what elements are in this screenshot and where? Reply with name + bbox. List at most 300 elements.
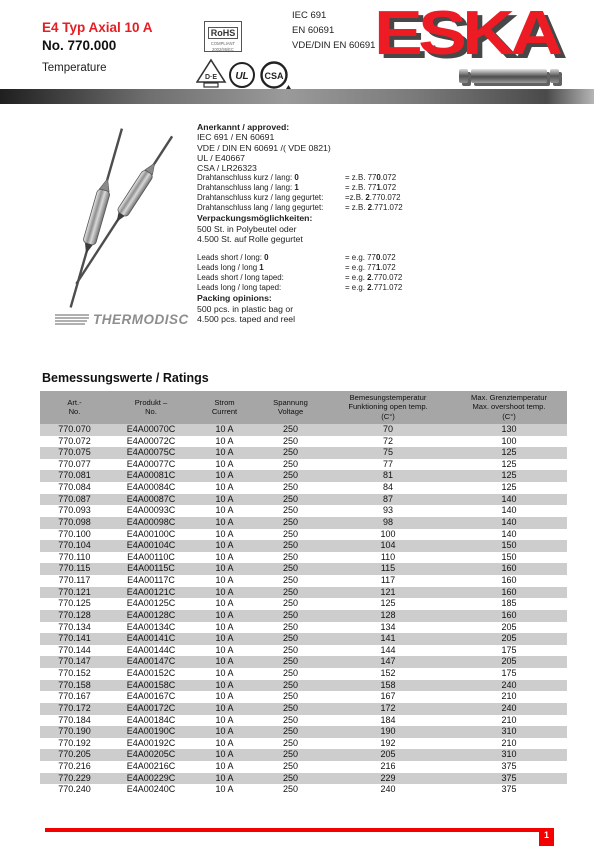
lead-option-row	[197, 193, 567, 203]
cell-product-no: E4A00192C	[126, 737, 176, 748]
table-row	[40, 738, 567, 750]
cell-product-no: E4A00084C	[126, 482, 176, 493]
cell-current: 10 A	[215, 621, 234, 632]
footer-rule	[45, 828, 553, 832]
cell-overshoot-temp: 210	[501, 737, 517, 748]
ratings-table-body	[40, 424, 567, 796]
lead-option-label: Drahtanschluss kurz / lang gegurtet:	[197, 193, 324, 203]
cell-voltage: 250	[282, 737, 299, 748]
cell-voltage: 250	[282, 505, 299, 516]
cell-overshoot-temp: 210	[501, 714, 517, 725]
cell-open-temp: 240	[380, 784, 396, 795]
cell-current: 10 A	[215, 575, 234, 586]
cell-art-no: 770.172	[58, 702, 91, 713]
lead-option-label: Drahtanschluss lang / lang gegurtet:	[197, 203, 324, 213]
cell-overshoot-temp: 185	[501, 598, 517, 609]
lead-option-row	[197, 173, 567, 183]
cell-product-no: E4A00077C	[126, 458, 176, 469]
cell-current: 10 A	[215, 609, 234, 620]
cell-overshoot-temp: 160	[501, 575, 517, 586]
thermodisc-logo	[55, 312, 189, 327]
cell-current: 10 A	[215, 540, 234, 551]
column-header-line2: Current	[211, 406, 238, 416]
lead-option-value: = z.B. 2.771.072	[345, 203, 403, 213]
cell-overshoot-temp: 205	[501, 621, 517, 632]
product-subtitle: Temperature	[42, 62, 107, 74]
cell-overshoot-temp: 150	[501, 551, 517, 562]
cell-voltage: 250	[282, 761, 299, 772]
cell-voltage: 250	[282, 784, 299, 795]
table-row	[40, 656, 567, 668]
ratings-table	[40, 391, 567, 796]
svg-text:D·E: D·E	[204, 74, 218, 81]
cell-voltage: 250	[282, 609, 299, 620]
table-row	[40, 447, 567, 459]
cell-overshoot-temp: 140	[501, 528, 517, 539]
cell-art-no: 770.144	[58, 644, 91, 655]
table-row	[40, 470, 567, 482]
cell-open-temp: 100	[380, 528, 396, 539]
cell-open-temp: 192	[380, 737, 396, 748]
cell-open-temp: 93	[382, 505, 393, 516]
table-row	[40, 680, 567, 692]
cell-open-temp: 117	[380, 575, 396, 586]
cell-overshoot-temp: 160	[501, 609, 517, 620]
lead-option-label: Leads short / long: 0	[197, 253, 269, 263]
cell-product-no: E4A00093C	[126, 505, 176, 516]
cell-current: 10 A	[215, 447, 234, 458]
cell-open-temp: 115	[380, 563, 396, 574]
packaging-line: 500 St. in Polybeutel oder	[197, 223, 297, 234]
cell-current: 10 A	[215, 551, 234, 562]
cell-voltage: 250	[282, 749, 299, 760]
cell-open-temp: 216	[380, 761, 396, 772]
table-row	[40, 784, 567, 796]
rohs-badge	[204, 21, 242, 52]
cell-product-no: E4A00240C	[126, 784, 176, 795]
cell-product-no: E4A00205C	[126, 749, 176, 760]
product-number: No. 770.000	[42, 38, 117, 53]
cell-voltage: 250	[282, 772, 299, 783]
cell-overshoot-temp: 100	[501, 435, 517, 446]
table-row	[40, 563, 567, 575]
packing-line: 500 pcs. in plastic bag or	[197, 303, 294, 314]
lead-option-value: = e.g. 770.072	[345, 253, 396, 263]
table-row	[40, 552, 567, 564]
cell-overshoot-temp: 125	[501, 447, 517, 458]
cell-open-temp: 125	[380, 598, 396, 609]
cell-voltage: 250	[282, 493, 299, 504]
cell-art-no: 770.087	[58, 493, 91, 504]
cell-open-temp: 81	[382, 470, 393, 481]
cell-overshoot-temp: 310	[501, 726, 517, 737]
cell-product-no: E4A00167C	[126, 691, 176, 702]
table-row	[40, 715, 567, 727]
approved-standards	[197, 132, 567, 173]
csa-mark-icon	[262, 63, 292, 90]
cell-art-no: 770.081	[58, 470, 91, 481]
cell-current: 10 A	[215, 714, 234, 725]
table-row	[40, 459, 567, 471]
cell-voltage: 250	[282, 679, 299, 690]
cell-current: 10 A	[215, 586, 234, 597]
column-header-line1: Spannung	[273, 397, 308, 407]
cell-current: 10 A	[215, 563, 234, 574]
cell-current: 10 A	[215, 749, 234, 760]
cell-product-no: E4A00081C	[126, 470, 176, 481]
cell-product-no: E4A00104C	[126, 540, 176, 551]
standards-list	[292, 8, 375, 53]
lead-option-row	[197, 273, 567, 283]
table-row	[40, 726, 567, 738]
cell-art-no: 770.117	[58, 575, 91, 586]
cell-voltage: 250	[282, 691, 299, 702]
cell-art-no: 770.075	[58, 447, 91, 458]
cell-art-no: 770.100	[58, 528, 91, 539]
column-header-line3: (C°)	[381, 411, 395, 421]
packing-lines-en	[197, 304, 567, 325]
cell-product-no: E4A00117C	[127, 575, 175, 586]
table-row	[40, 575, 567, 587]
cell-art-no: 770.190	[58, 726, 91, 737]
cell-overshoot-temp: 175	[501, 644, 517, 655]
cell-current: 10 A	[215, 470, 234, 481]
svg-text:CSA: CSA	[264, 71, 284, 81]
standard-item: EN 60691	[292, 25, 335, 36]
cell-current: 10 A	[215, 598, 234, 609]
table-row	[40, 645, 567, 657]
cell-art-no: 770.072	[58, 435, 91, 446]
cell-voltage: 250	[282, 714, 299, 725]
lead-option-label: Leads long / long taped:	[197, 283, 282, 293]
cell-art-no: 770.104	[58, 540, 91, 551]
lead-option-row	[197, 203, 567, 213]
cell-voltage: 250	[282, 644, 299, 655]
column-header-line2: Funktioning open temp.	[348, 402, 428, 412]
cell-product-no: E4A00100C	[126, 528, 176, 539]
standard-item: VDE/DIN EN 60691	[292, 40, 376, 51]
cell-current: 10 A	[215, 772, 234, 783]
cell-open-temp: 121	[380, 586, 396, 597]
table-row	[40, 691, 567, 703]
cell-voltage: 250	[282, 702, 299, 713]
cell-voltage: 250	[282, 540, 299, 551]
cell-open-temp: 147	[380, 656, 396, 667]
cell-art-no: 770.110	[58, 551, 91, 562]
cell-current: 10 A	[215, 435, 234, 446]
cell-open-temp: 110	[380, 551, 396, 562]
cell-voltage: 250	[282, 482, 299, 493]
approved-standard-line: VDE / DIN EN 60691 /( VDE 0821)	[197, 142, 331, 153]
cell-current: 10 A	[215, 656, 234, 667]
cell-overshoot-temp: 140	[501, 505, 517, 516]
cell-open-temp: 128	[380, 609, 396, 620]
cell-overshoot-temp: 375	[501, 772, 517, 783]
lead-option-value: = z.B. 770.072	[345, 173, 397, 183]
ratings-column-header	[40, 391, 109, 424]
table-row	[40, 598, 567, 610]
svg-text:UL: UL	[235, 71, 249, 82]
packing-title-en: Packing opinions:	[197, 293, 272, 304]
lead-option-row	[197, 283, 567, 293]
cell-art-no: 770.070	[58, 423, 91, 434]
cell-product-no: E4A00172C	[126, 702, 176, 713]
cell-product-no: E4A00075C	[126, 447, 176, 458]
lead-option-label: Leads long / long 1	[197, 263, 264, 273]
cell-voltage: 250	[282, 470, 299, 481]
table-row	[40, 761, 567, 773]
cell-product-no: E4A00190C	[126, 726, 176, 737]
table-row	[40, 587, 567, 599]
cell-current: 10 A	[215, 702, 234, 713]
cell-product-no: E4A00229C	[126, 772, 176, 783]
cell-product-no: E4A00147C	[126, 656, 176, 667]
lead-option-row	[197, 263, 567, 273]
lead-option-label: Drahtanschluss kurz / lang: 0	[197, 173, 299, 183]
cell-overshoot-temp: 240	[501, 702, 517, 713]
cell-voltage: 250	[282, 633, 299, 644]
thermodisc-wordmark: THERMODISC	[93, 312, 189, 327]
table-row	[40, 482, 567, 494]
cell-voltage: 250	[282, 726, 299, 737]
standard-item: IEC 691	[292, 10, 327, 21]
cell-current: 10 A	[215, 644, 234, 655]
packaging-line: 4.500 St. auf Rolle gegurtet	[197, 234, 303, 245]
cell-art-no: 770.093	[58, 505, 91, 516]
cell-open-temp: 172	[380, 702, 396, 713]
cell-current: 10 A	[215, 458, 234, 469]
cell-art-no: 770.077	[58, 458, 91, 469]
ratings-column-header	[451, 391, 567, 424]
table-row	[40, 517, 567, 529]
cell-product-no: E4A00070C	[126, 423, 176, 434]
cell-overshoot-temp: 125	[501, 470, 517, 481]
column-header-line1: Max. Grenztemperatur	[471, 393, 547, 402]
cell-art-no: 770.152	[58, 668, 91, 679]
table-row	[40, 749, 567, 761]
table-row	[40, 494, 567, 506]
cell-product-no: E4A00141C	[126, 633, 176, 644]
cell-voltage: 250	[282, 621, 299, 632]
cell-product-no: E4A00184C	[126, 714, 176, 725]
column-header-line1: Strom	[214, 397, 235, 407]
lead-option-value: = e.g. 2.770.072	[345, 273, 403, 283]
ratings-section-title: Bemessungswerte / Ratings	[42, 371, 209, 385]
cell-product-no: E4A00072C	[126, 435, 176, 446]
cell-overshoot-temp: 140	[501, 493, 517, 504]
column-header-line3: (C°)	[502, 411, 516, 421]
column-header-line2: No.	[145, 406, 157, 416]
ratings-column-header	[193, 391, 256, 424]
ratings-column-header	[256, 391, 325, 424]
cell-voltage: 250	[282, 598, 299, 609]
cell-current: 10 A	[215, 726, 234, 737]
approved-standard-line: UL / E40667	[197, 152, 245, 163]
cell-voltage: 250	[282, 447, 299, 458]
table-row	[40, 622, 567, 634]
packaging-lines-de	[197, 224, 567, 245]
column-header-line1: Produkt –	[134, 397, 168, 407]
cell-open-temp: 190	[380, 726, 396, 737]
cell-open-temp: 141	[380, 633, 396, 644]
cell-overshoot-temp: 375	[501, 761, 517, 772]
cell-product-no: E4A00144C	[126, 644, 176, 655]
cell-art-no: 770.128	[58, 609, 91, 620]
lead-option-row	[197, 183, 567, 193]
cell-open-temp: 144	[380, 644, 396, 655]
cell-art-no: 770.141	[58, 633, 91, 644]
cell-overshoot-temp: 175	[501, 668, 517, 679]
rohs-label: RoHS	[208, 27, 239, 39]
cell-open-temp: 229	[380, 772, 396, 783]
cell-open-temp: 184	[380, 714, 396, 725]
lead-options-en	[197, 253, 567, 293]
cell-voltage: 250	[282, 435, 299, 446]
cell-art-no: 770.115	[58, 563, 91, 574]
cell-product-no: E4A00158C	[126, 679, 176, 690]
thermodisc-lines-icon	[55, 314, 89, 325]
fuse-right	[71, 133, 177, 287]
cell-overshoot-temp: 150	[501, 540, 517, 551]
column-header-line2: Voltage	[277, 406, 304, 416]
cell-product-no: E4A00121C	[126, 586, 176, 597]
cell-overshoot-temp: 205	[501, 656, 517, 667]
table-row	[40, 773, 567, 785]
cell-current: 10 A	[215, 691, 234, 702]
cell-current: 10 A	[215, 505, 234, 516]
cell-current: 10 A	[215, 528, 234, 539]
cell-current: 10 A	[215, 482, 234, 493]
cell-art-no: 770.098	[58, 516, 91, 527]
cell-current: 10 A	[215, 668, 234, 679]
cell-open-temp: 134	[380, 621, 396, 632]
cell-current: 10 A	[215, 516, 234, 527]
table-row	[40, 633, 567, 645]
cell-voltage: 250	[282, 551, 299, 562]
table-row	[40, 505, 567, 517]
cell-art-no: 770.147	[58, 656, 91, 667]
cell-overshoot-temp: 140	[501, 516, 517, 527]
thermal-fuse-photo	[38, 115, 198, 315]
cell-product-no: E4A00110C	[127, 551, 175, 562]
cell-overshoot-temp: 160	[501, 586, 517, 597]
eska-logo: ESKA	[374, 0, 559, 68]
table-row	[40, 610, 567, 622]
page-number-badge: 1	[539, 828, 554, 846]
product-title: E4 Typ Axial 10 A	[42, 20, 153, 35]
cell-art-no: 770.216	[58, 761, 91, 772]
cell-open-temp: 205	[380, 749, 396, 760]
cell-art-no: 770.184	[58, 714, 91, 725]
cell-product-no: E4A00098C	[126, 516, 176, 527]
cell-overshoot-temp: 310	[501, 749, 517, 760]
lead-option-label: Leads short / long taped:	[197, 273, 284, 283]
cell-overshoot-temp: 375	[501, 784, 517, 795]
cell-open-temp: 87	[382, 493, 393, 504]
lead-option-value: =z.B. 2.770.072	[345, 193, 401, 203]
cell-art-no: 770.192	[58, 737, 91, 748]
table-row	[40, 703, 567, 715]
rohs-compliant-label: COMPLIANT	[210, 41, 236, 46]
eska-bar-body	[471, 69, 547, 83]
cell-overshoot-temp: 130	[501, 423, 517, 434]
cell-art-no: 770.134	[58, 621, 91, 632]
approved-standard-line: IEC 691 / EN 60691	[197, 132, 275, 143]
cell-product-no: E4A00125C	[126, 598, 176, 609]
cell-open-temp: 77	[382, 458, 393, 469]
cell-voltage: 250	[282, 656, 299, 667]
header-divider-band	[0, 89, 594, 104]
cell-art-no: 770.158	[58, 679, 91, 690]
ratings-column-header	[109, 391, 193, 424]
cell-open-temp: 98	[382, 516, 393, 527]
table-row	[40, 668, 567, 680]
lead-option-label: Drahtanschluss lang / lang: 1	[197, 183, 299, 193]
column-header-line1: Bemesungstemperatur	[349, 393, 427, 402]
cell-current: 10 A	[215, 423, 234, 434]
cell-art-no: 770.240	[58, 784, 91, 795]
cell-product-no: E4A00152C	[126, 668, 176, 679]
lead-option-value: = e.g. 2.771.072	[345, 283, 403, 293]
rohs-directive-label: 2002/95/EC	[212, 46, 234, 52]
cell-current: 10 A	[215, 737, 234, 748]
lead-option-value: = z.B. 771.072	[345, 183, 397, 193]
cell-open-temp: 70	[382, 423, 393, 434]
cell-art-no: 770.125	[58, 598, 91, 609]
cell-voltage: 250	[282, 458, 299, 469]
eska-logo-bar	[459, 69, 559, 83]
certification-marks	[196, 58, 296, 90]
cell-open-temp: 72	[382, 435, 393, 446]
cell-open-temp: 104	[380, 540, 396, 551]
cell-product-no: E4A00128C	[126, 609, 176, 620]
cell-current: 10 A	[215, 761, 234, 772]
cell-current: 10 A	[215, 784, 234, 795]
cell-overshoot-temp: 205	[501, 633, 517, 644]
table-row	[40, 529, 567, 541]
cell-voltage: 250	[282, 668, 299, 679]
cell-art-no: 770.167	[58, 691, 91, 702]
cell-overshoot-temp: 160	[501, 563, 517, 574]
packing-line: 4.500 pcs. taped and reel	[197, 313, 296, 324]
cell-overshoot-temp: 125	[501, 482, 517, 493]
cell-current: 10 A	[215, 633, 234, 644]
cell-voltage: 250	[282, 528, 299, 539]
cell-open-temp: 158	[380, 679, 396, 690]
ratings-column-header	[325, 391, 451, 424]
cell-voltage: 250	[282, 586, 299, 597]
approved-title: Anerkannt / approved:	[197, 122, 290, 132]
vde-mark-icon	[197, 60, 225, 87]
cell-open-temp: 84	[382, 482, 393, 493]
table-row	[40, 436, 567, 448]
cell-open-temp: 75	[382, 447, 393, 458]
lead-options-de	[197, 173, 567, 213]
cell-current: 10 A	[215, 493, 234, 504]
cell-art-no: 770.205	[58, 749, 91, 760]
lead-option-row	[197, 253, 567, 263]
lead-option-value: = e.g. 771.072	[345, 263, 396, 273]
cell-current: 10 A	[215, 679, 234, 690]
table-row	[40, 424, 567, 436]
packaging-title-de: Verpackungsmöglichkeiten:	[197, 213, 313, 224]
table-row	[40, 540, 567, 552]
column-header-line1: Art.-	[67, 397, 82, 407]
cell-product-no: E4A00087C	[126, 493, 176, 504]
cell-voltage: 250	[282, 516, 299, 527]
cell-product-no: E4A00216C	[126, 761, 176, 772]
cell-open-temp: 152	[380, 668, 396, 679]
